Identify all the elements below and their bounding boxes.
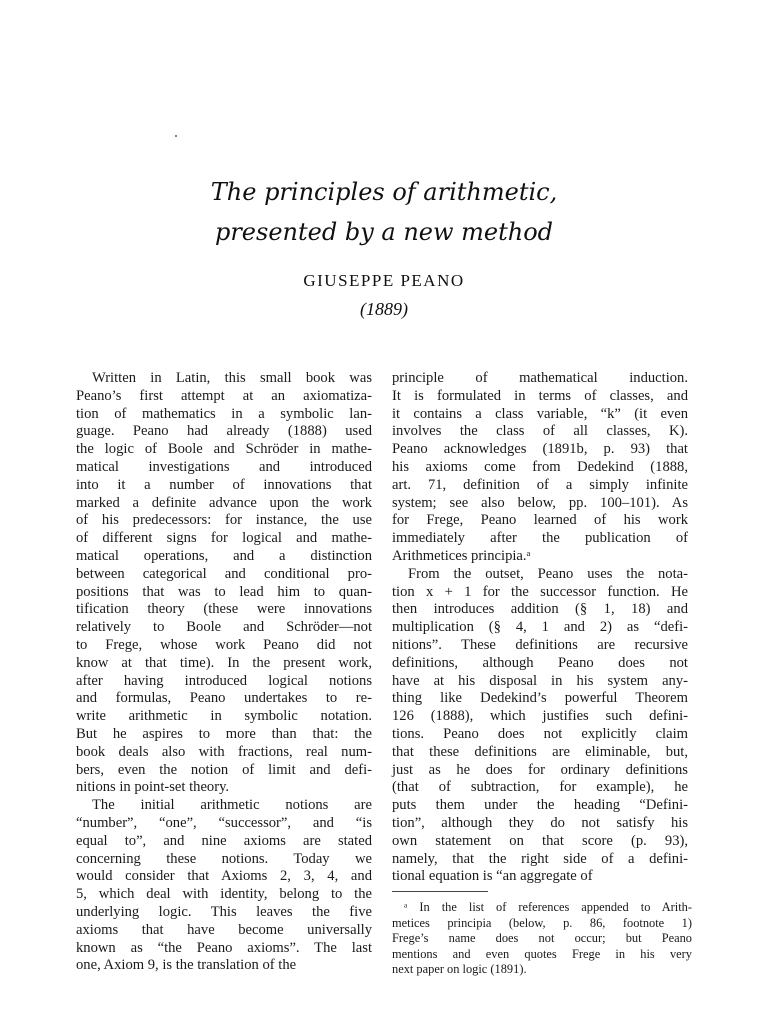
text-line: Peano’s first attempt at an axiomatiza- [76,387,372,404]
text-line: involves the class of all classes, K). [392,423,688,440]
text-line: known as “the Peano axioms”. The last [76,939,372,956]
text-line: have at his disposal in his system any- [392,672,688,689]
text-line: “number”, “one”, “successor”, and “is [76,814,372,831]
text-line: own statement on that score (p. 93), [392,832,688,849]
text-line: know at that time). In the present work, [76,654,372,671]
text-line: principle of mathematical induction. [392,370,688,386]
text-line: definitions, although Peano does not [392,654,688,671]
publication-year: (1889) [360,299,408,319]
right-column-text [392,370,688,886]
text-line: for Frege, Peano learned of his work [392,512,688,529]
footnote-line: metices principia (below, p. 86, footnote 1) [392,915,692,930]
text-line: equal to”, and nine axioms are stated [76,832,372,849]
text-line: of his predecessors: for instance, the use [76,512,372,529]
text-line: concerning these notions. Today we [76,850,372,867]
text-line: But he aspires to more than that: the [76,725,372,742]
text-line: system; see also below, pp. 100–101). As [392,494,688,511]
chapter-title [0,172,768,252]
text-line: tion”, although they do not satisfy his [392,814,688,831]
text-line: namely, that the right side of a defini- [392,850,688,867]
text-line: marked a definite advance upon the work [76,494,372,511]
text-line: underlying logic. This leaves the five [76,903,372,920]
text-line: tion of mathematics in a symbolic lan- [76,405,372,422]
footnote-line: mentions and even quotes Frege in his very [392,946,692,961]
text-line: matical operations, and a distinction [76,547,372,564]
text-line: positions that was to lead him to quan- [76,583,372,600]
text-line: Arithmetices principia.ᵃ [392,547,531,564]
text-line: bers, even the notion of limit and defi- [76,761,372,778]
text-line: immediately after the publication of [392,530,688,547]
author-name: GIUSEPPE PEANO [303,271,465,290]
text-line: write arithmetic in symbolic notation. [76,708,372,725]
text-line: tions. Peano does not explicitly claim [392,725,688,742]
text-line: his axioms come from Dedekind (1888, [392,458,688,475]
text-line: one, Axiom 9, is the translation of the [76,957,297,974]
text-line: into it a number of innovations that [76,476,372,493]
footnote-line: ᵃ In the list of references appended to Arith- [404,900,692,914]
text-line: thing like Dedekind’s powerful Theorem [392,690,688,707]
print-speck [175,135,177,137]
text-line: tional equation is “an aggregate of [392,868,593,885]
title-line-1: The principles of arithmetic, [210,178,558,206]
text-line: nitions in point-set theory. [76,779,230,796]
text-line: 126 (1888), which justifies such defini- [392,708,688,725]
text-line: tification theory (these were innovations [76,601,372,618]
text-line: then introduces addition (§ 1, 18) and [392,601,688,618]
footnote-line: next paper on logic (1891). [392,962,527,977]
text-line: guage. Peano had already (1888) used [76,423,372,440]
text-line: between categorical and conditional pro- [76,565,372,582]
text-line: that these definitions are eliminable, but, [392,743,688,760]
text-line: and formulas, Peano undertakes to re- [76,690,372,707]
text-line: From the outset, Peano uses the nota- [408,565,688,582]
title-line-2: presented by a new method [214,218,554,246]
text-line: Written in Latin, this small book was [92,370,372,386]
text-line: the logic of Boole and Schröder in mathe- [76,441,372,458]
text-line: matical investigations and introduced [76,458,372,475]
text-line: just as he does for ordinary definitions [392,761,688,778]
footnote [392,900,692,978]
text-line: it contains a class variable, “k” (it even [392,405,688,422]
text-line: after having introduced logical notions [76,672,372,689]
footnote-divider [392,891,488,892]
text-line: 5, which deal with identity, belong to the [76,886,372,903]
footnote-line: Frege’s name does not occur; but Peano [392,931,692,946]
text-line: Peano acknowledges (1891b, p. 93) that [392,441,688,458]
text-line: would consider that Axioms 2, 3, 4, and [76,868,372,885]
left-column-text [76,370,372,975]
text-line: axioms that have become universally [76,921,372,938]
text-line: of different signs for logical and mathe- [76,530,372,547]
text-line: relatively to Boole and Schröder—not [76,619,372,636]
text-line: nitions”. These definitions are recursive [392,636,688,653]
text-line: to Frege, whose work Peano did not [76,636,372,653]
text-line: tion x + 1 for the successor function. He [392,583,688,600]
text-line: multiplication (§ 4, 1 and 2) as “defi- [392,619,688,636]
text-line: book deals also with fractions, real num- [76,743,372,760]
text-line: The initial arithmetic notions are [92,797,372,814]
text-line: art. 71, definition of a simply infinite [392,476,688,493]
text-line: puts them under the heading “Defini- [392,797,688,814]
text-line: It is formulated in terms of classes, and [392,387,688,404]
text-line: (that of subtraction, for example), he [392,779,688,796]
